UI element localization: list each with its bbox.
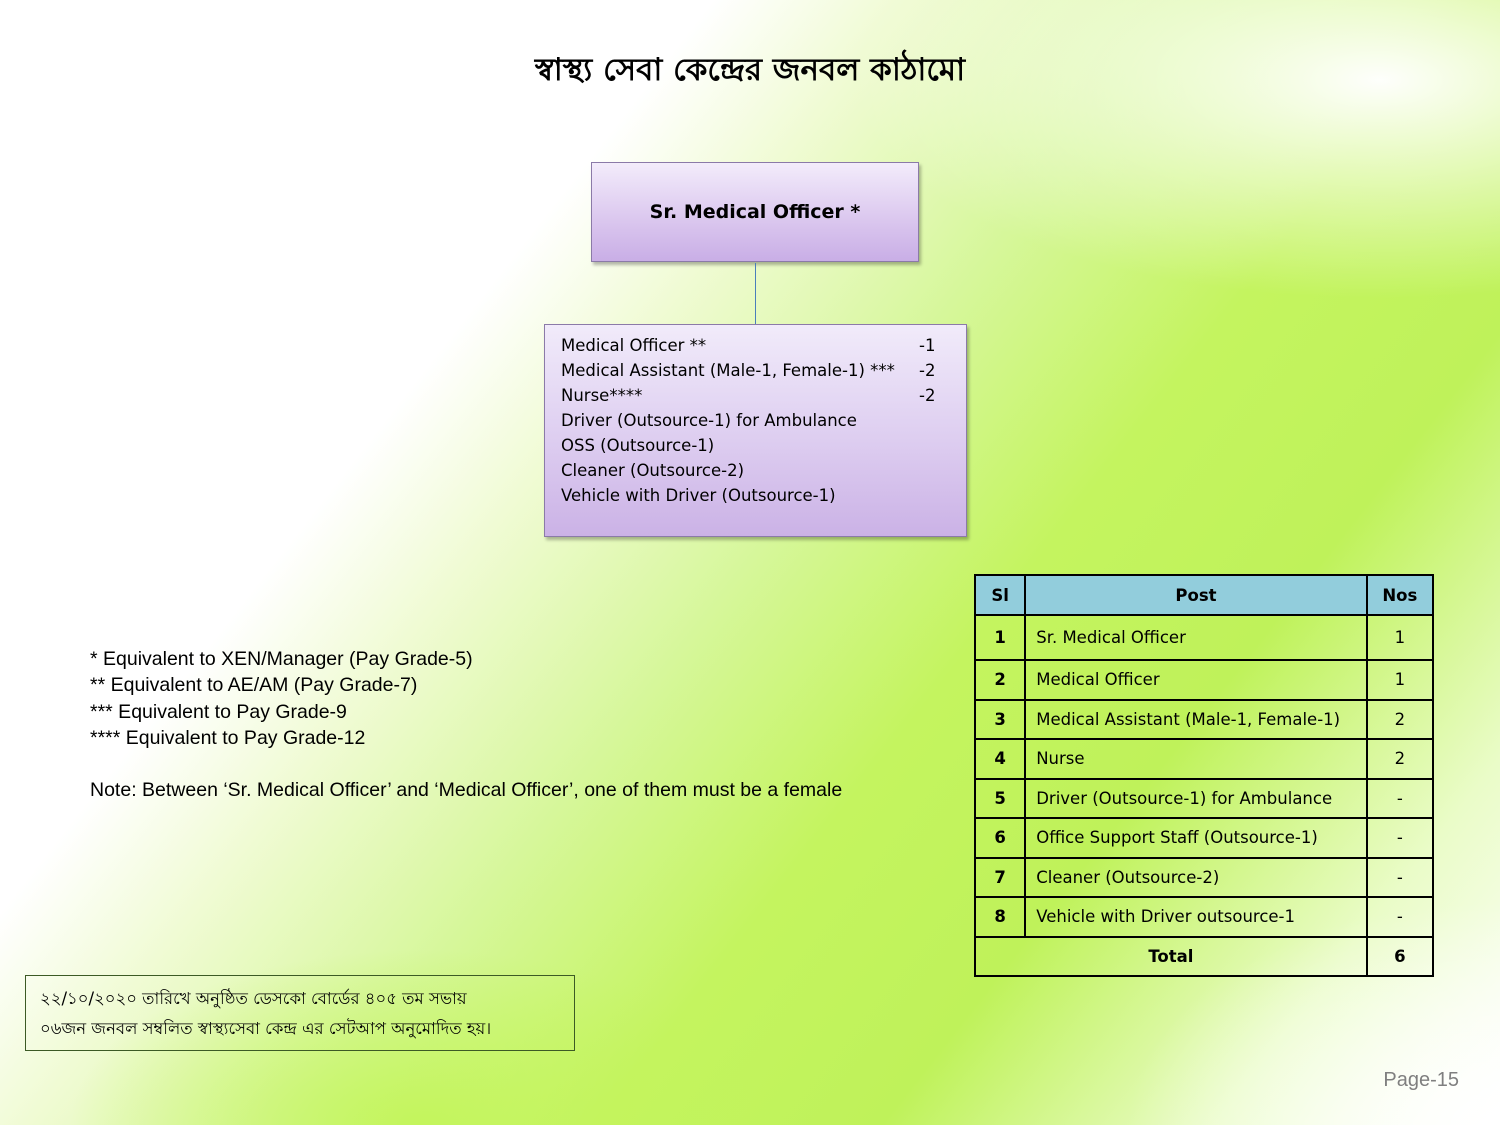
org-connector-line [755, 263, 756, 325]
org-sub-value: -2 [919, 386, 936, 405]
footnote-line: ** Equivalent to AE/AM (Pay Grade-7) [90, 674, 418, 697]
header-post: Post [1025, 575, 1366, 615]
cell-sl: 7 [975, 858, 1025, 898]
cell-post: Sr. Medical Officer [1025, 615, 1366, 660]
org-sub-item [545, 358, 966, 383]
cell-nos: 1 [1367, 615, 1433, 660]
cell-post: Driver (Outsource-1) for Ambulance [1025, 779, 1366, 819]
org-sub-label: Medical Assistant (Male-1, Female-1) *** [561, 361, 895, 380]
cell-sl: 6 [975, 818, 1025, 858]
footnote-line: *** Equivalent to Pay Grade-9 [90, 700, 347, 723]
approval-line: ২২/১০/২০২০ তারিখে অনুষ্ঠিত ডেসকো বোর্ডের ৪০৫ তম সভায় [40, 989, 467, 1008]
footnote-line: * Equivalent to XEN/Manager (Pay Grade-5) [90, 648, 473, 670]
org-sub-item [545, 408, 966, 433]
org-sub-label: Medical Officer ** [561, 336, 707, 355]
table-row [975, 615, 1433, 660]
cell-sl: 1 [975, 615, 1025, 660]
table-total-row [975, 937, 1433, 977]
cell-sl: 3 [975, 700, 1025, 740]
cell-sl: 4 [975, 739, 1025, 779]
footnotes [90, 646, 890, 803]
cell-post: Nurse [1025, 739, 1366, 779]
org-sub-label: OSS (Outsource-1) [561, 436, 715, 455]
header-nos: Nos [1367, 575, 1433, 615]
table-row [975, 897, 1433, 937]
cell-sl: 5 [975, 779, 1025, 819]
cell-nos: - [1367, 818, 1433, 858]
table-row [975, 858, 1433, 898]
total-value: 6 [1367, 937, 1433, 977]
org-sub-value: -1 [919, 336, 936, 355]
org-sub-item [545, 483, 966, 508]
org-top-box [591, 162, 919, 262]
page-title: স্বাস্থ্য সেবা কেন্দ্রের জনবল কাঠামো [534, 52, 966, 88]
org-sub-label: Driver (Outsource-1) for Ambulance [561, 411, 857, 430]
cell-nos: - [1367, 897, 1433, 937]
table-row [975, 818, 1433, 858]
footnote-line: **** Equivalent to Pay Grade-12 [90, 726, 366, 749]
approval-note-box [25, 975, 575, 1051]
cell-post: Office Support Staff (Outsource-1) [1025, 818, 1366, 858]
table-row [975, 739, 1433, 779]
cell-post: Medical Assistant (Male-1, Female-1) [1025, 700, 1366, 740]
org-top-label: Sr. Medical Officer * [649, 201, 861, 223]
cell-nos: - [1367, 858, 1433, 898]
cell-post: Medical Officer [1025, 660, 1366, 700]
cell-nos: 2 [1367, 700, 1433, 740]
header-sl: Sl [975, 575, 1025, 615]
org-sub-value: -2 [919, 361, 936, 380]
cell-post: Cleaner (Outsource-2) [1025, 858, 1366, 898]
cell-nos: 2 [1367, 739, 1433, 779]
cell-nos: 1 [1367, 660, 1433, 700]
org-sub-label: Vehicle with Driver (Outsource-1) [561, 486, 836, 505]
cell-post: Vehicle with Driver outsource-1 [1025, 897, 1366, 937]
org-sub-item [545, 333, 966, 358]
org-sub-label: Nurse**** [561, 386, 643, 405]
posts-table [974, 574, 1434, 977]
table-row [975, 660, 1433, 700]
cell-sl: 8 [975, 897, 1025, 937]
table-header-row [975, 575, 1433, 615]
female-requirement-note: Note: Between ‘Sr. Medical Officer’ and ‘Medical Officer’, one of them must be a female [90, 779, 843, 802]
page-number: Page-15 [1383, 1069, 1459, 1091]
org-sub-item [545, 383, 966, 408]
table-row [975, 779, 1433, 819]
org-sub-label: Cleaner (Outsource-2) [561, 461, 745, 480]
org-sub-item [545, 458, 966, 483]
org-sub-item [545, 433, 966, 458]
cell-sl: 2 [975, 660, 1025, 700]
org-subordinates-box [544, 324, 967, 537]
table-row [975, 700, 1433, 740]
total-label: Total [975, 937, 1367, 977]
approval-line: ০৬জন জনবল সম্বলিত স্বাস্থ্যসেবা কেন্দ্র এর সেটআপ অনুমোদিত হয়। [40, 1019, 492, 1038]
cell-nos: - [1367, 779, 1433, 819]
